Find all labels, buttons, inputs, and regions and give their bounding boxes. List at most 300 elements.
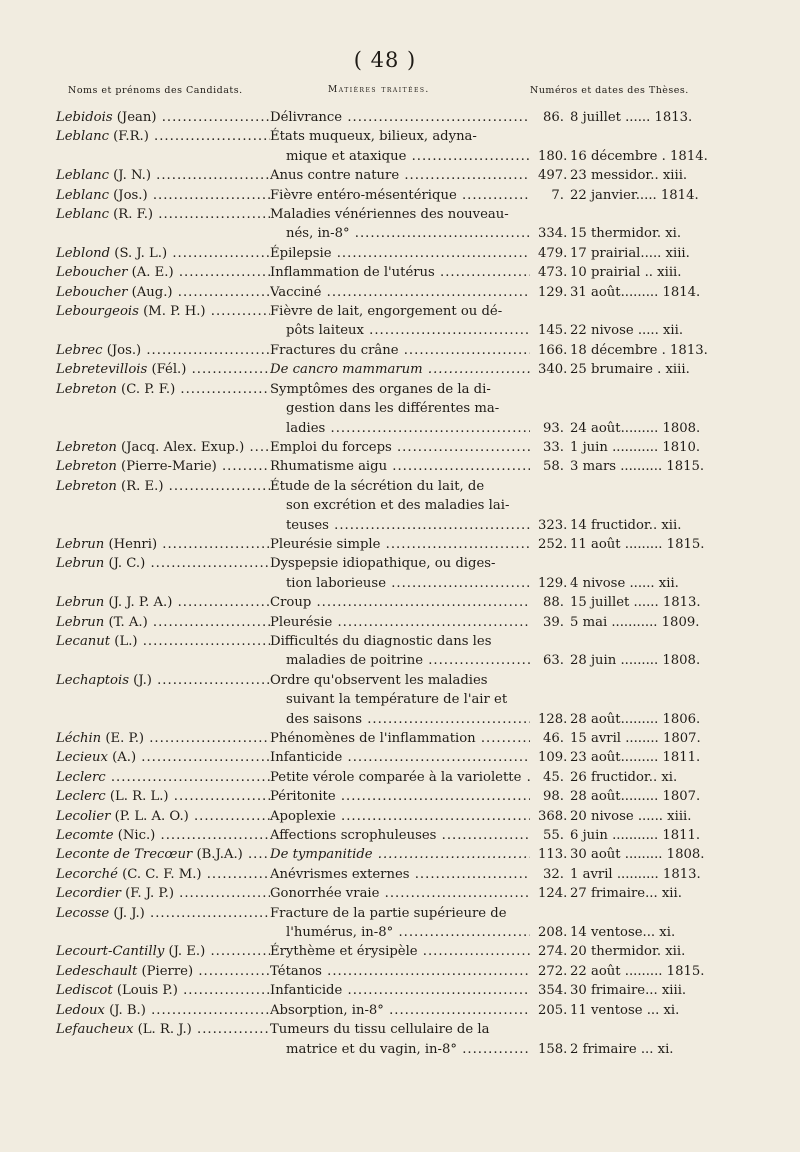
candidate-given-names: (M. P. H.) .....	[139, 304, 270, 319]
candidate-surname: Ledeschault	[56, 963, 138, 979]
candidate-surname: Leconte de Trecœur	[56, 847, 193, 863]
subject-line: son excrétion et des maladies lai-	[286, 498, 510, 514]
candidate-name	[0, 263, 270, 282]
thesis-entry	[0, 1001, 800, 1020]
subject-line: Étude de la sécrétion du lait, de	[270, 478, 485, 494]
candidate-surname: Lecordier	[56, 886, 121, 902]
candidate-name	[0, 360, 270, 379]
thesis-date: 16 décembre . 1814.	[570, 148, 708, 164]
candidate-given-names: (Louis P.) .....	[113, 983, 270, 998]
thesis-subject	[270, 244, 538, 263]
thesis-number: 45.	[543, 769, 564, 785]
thesis-number: 334.	[538, 226, 568, 242]
subject-line: Gonorrhée vraie .....	[270, 884, 530, 903]
subject-line: gestion dans les différentes ma-	[286, 401, 500, 417]
candidate-given-names: (Henri) .....	[104, 537, 270, 552]
subject-line: Maladies vénériennes des nouveau-	[270, 207, 509, 223]
subject-line: ladies .....	[270, 419, 530, 438]
thesis-number: 63.	[543, 653, 564, 669]
candidate-surname: Leblanc	[56, 207, 109, 223]
candidate-given-names: (Pierre-Marie) .....	[117, 459, 270, 474]
thesis-date: 22 nivose ..... xii.	[570, 323, 684, 339]
candidate-name	[0, 613, 270, 632]
candidate-surname: Lebidois	[56, 110, 113, 125]
thesis-entry	[0, 787, 800, 806]
subject-line: Phénomènes de l'inflammation .....	[270, 729, 530, 748]
thesis-subject	[270, 671, 538, 729]
thesis-date: 15 avril ........ 1807.	[570, 731, 701, 746]
subject-line: Fièvre de lait, engorgement ou dé-	[270, 304, 503, 320]
thesis-entry	[0, 554, 800, 593]
thesis-entry	[0, 826, 800, 845]
subject-line: Fracture de la partie supérieure de	[270, 905, 507, 921]
candidate-name	[0, 1020, 270, 1039]
subject-line: Péritonite .....	[270, 787, 530, 806]
candidate-given-names: (J.) .....	[129, 673, 270, 688]
candidate-given-names: (Jos.) .....	[103, 343, 271, 358]
thesis-subject	[270, 962, 538, 981]
candidate-name	[0, 108, 270, 127]
thesis-number: 340.	[538, 362, 568, 378]
thesis-entry	[0, 477, 800, 535]
header-names: Noms et prénoms des Candidats.	[68, 85, 243, 96]
thesis-entry	[0, 283, 800, 302]
thesis-date: 3 mars .......... 1815.	[570, 459, 705, 475]
thesis-subject	[270, 535, 538, 554]
subject-line: Tumeurs du tissu cellulaire de la	[270, 1022, 490, 1038]
thesis-number: 55.	[543, 828, 564, 844]
subject-line: Dyspepsie idiopathique, ou diges-	[270, 556, 496, 572]
thesis-number: 33.	[543, 439, 564, 455]
thesis-number: 128.	[538, 711, 568, 727]
subject-line: Anévrismes externes .....	[270, 865, 530, 884]
subject-line: Fractures du crâne .....	[270, 341, 530, 360]
thesis-number: 58.	[543, 459, 564, 475]
thesis-subject	[270, 302, 538, 341]
thesis-entry	[0, 1020, 800, 1059]
candidate-name	[0, 748, 270, 767]
thesis-date: 26 fructidor.. xi.	[570, 769, 678, 785]
thesis-number: 354.	[538, 983, 568, 999]
thesis-subject	[270, 807, 538, 826]
thesis-entry	[0, 807, 800, 826]
subject-line: Ordre qu'observent les maladies	[270, 672, 488, 688]
thesis-subject	[270, 768, 538, 787]
candidate-given-names: (J. E.) .....	[164, 944, 270, 959]
candidate-given-names: (T. A.) .....	[104, 615, 270, 630]
candidate-name	[0, 1001, 270, 1020]
candidate-surname: Leblanc	[56, 168, 109, 184]
thesis-date: 28 août......... 1806.	[570, 711, 701, 727]
candidate-given-names: (P. L. A. O.) .....	[110, 809, 270, 824]
thesis-entry	[0, 884, 800, 903]
subject-line: mique et ataxique .....	[270, 147, 530, 166]
candidate-given-names: (C. P. F.) .....	[117, 382, 270, 397]
subject-line: Infanticide .....	[270, 981, 530, 1000]
thesis-date: 6 juin ........... 1811.	[570, 828, 701, 844]
thesis-date: 15 juillet ...... 1813.	[570, 595, 701, 611]
subject-line: Symptômes des organes de la di-	[270, 381, 491, 397]
thesis-entry	[0, 593, 800, 612]
thesis-date: 24 août......... 1808.	[570, 420, 701, 436]
subject-line: Emploi du forceps .....	[270, 438, 530, 457]
candidate-surname: Leboucher	[56, 284, 128, 300]
thesis-number: 98.	[543, 789, 564, 805]
thesis-subject	[270, 341, 538, 360]
thesis-date: 5 mai ........... 1809.	[570, 614, 700, 630]
thesis-entry	[0, 981, 800, 1000]
subject-line: Croup .....	[270, 593, 530, 612]
candidate-given-names: (E. P.) .....	[101, 731, 270, 746]
thesis-entry	[0, 457, 800, 476]
subject-line: l'humérus, in-8° .....	[270, 923, 530, 942]
thesis-subject	[270, 865, 538, 884]
candidate-name	[0, 302, 270, 321]
thesis-date: 28 août......... 1807.	[570, 789, 701, 805]
candidate-name	[0, 477, 270, 496]
candidate-name	[0, 457, 270, 476]
candidate-given-names: (L. R. L.) .....	[106, 789, 270, 804]
thesis-number: 158.	[538, 1041, 568, 1057]
candidate-name	[0, 186, 270, 205]
candidate-given-names: (J. C.) .....	[104, 556, 270, 571]
thesis-number: 32.	[543, 866, 564, 882]
candidate-given-names: (Pierre) .....	[137, 964, 270, 979]
candidate-given-names: (B.J.A.) .....	[192, 847, 270, 862]
candidate-name	[0, 205, 270, 224]
thesis-entry	[0, 205, 800, 244]
candidate-name	[0, 768, 270, 787]
thesis-subject	[270, 729, 538, 748]
subject-line: teuses .....	[270, 516, 530, 535]
thesis-number: 145.	[538, 323, 568, 339]
thesis-date: 14 ventose... xi.	[570, 925, 676, 941]
thesis-date: 20 nivose ...... xiii.	[570, 808, 692, 824]
thesis-date: 2 frimaire ... xi.	[570, 1041, 674, 1057]
thesis-number: 46.	[543, 731, 564, 746]
candidate-surname: Lecieux	[56, 750, 108, 766]
thesis-number: 88.	[543, 595, 564, 611]
candidate-surname: Lebrun	[56, 536, 105, 552]
thesis-entry	[0, 263, 800, 282]
thesis-number: 166.	[538, 342, 568, 358]
candidate-given-names: (L.) .....	[110, 634, 270, 649]
subject-line: Anus contre nature .....	[270, 166, 530, 185]
thesis-date: 17 prairial..... xiii.	[570, 245, 690, 261]
thesis-entry	[0, 127, 800, 166]
thesis-entry	[0, 186, 800, 205]
candidate-surname: Leboucher	[56, 265, 128, 281]
candidate-given-names	[106, 770, 270, 785]
candidate-surname: Lefaucheux	[56, 1022, 134, 1038]
thesis-subject	[270, 457, 538, 476]
candidate-given-names: (A.) .....	[108, 750, 270, 765]
candidate-name	[0, 554, 270, 573]
subject-line: Épilepsie .....	[270, 244, 530, 263]
candidate-name	[0, 729, 270, 748]
thesis-number: 113.	[538, 847, 568, 863]
thesis-entry	[0, 632, 800, 671]
thesis-number: 129.	[538, 575, 568, 591]
subject-line: Absorption, in-8° .....	[270, 1001, 530, 1020]
candidate-surname: Lebrun	[56, 556, 105, 572]
thesis-date: 25 brumaire . xiii.	[570, 362, 690, 378]
thesis-subject	[270, 186, 538, 205]
thesis-entry	[0, 748, 800, 767]
candidate-surname: Leblond	[56, 245, 111, 261]
thesis-list	[0, 108, 800, 1059]
candidate-name	[0, 904, 270, 923]
thesis-number: 93.	[543, 420, 564, 436]
candidate-surname: Lebrec	[56, 342, 103, 358]
header-numbers: Numéros et dates des Thèses.	[530, 85, 689, 96]
candidate-name	[0, 942, 270, 961]
candidate-surname: Lecomte	[56, 828, 114, 844]
thesis-subject	[270, 748, 538, 767]
candidate-given-names: (J. N.) .....	[109, 168, 270, 183]
thesis-subject	[270, 1001, 538, 1020]
thesis-number: 208.	[538, 925, 568, 941]
thesis-entry	[0, 613, 800, 632]
candidate-name	[0, 884, 270, 903]
candidate-given-names: (Fél.) .....	[147, 362, 270, 377]
thesis-entry	[0, 438, 800, 457]
candidate-surname: Lecanut	[56, 633, 111, 649]
candidate-surname: Leclerc	[56, 769, 106, 785]
candidate-given-names: (J. J. P. A.) .....	[104, 595, 270, 610]
thesis-date: 23 août......... 1811.	[570, 750, 701, 766]
candidate-surname: Lebrun	[56, 614, 105, 630]
thesis-entry	[0, 729, 800, 748]
candidate-name	[0, 981, 270, 1000]
thesis-date: 20 thermidor. xii.	[570, 944, 686, 960]
subject-line: maladies de poitrine .....	[270, 651, 530, 670]
thesis-date: 18 décembre . 1813.	[570, 342, 708, 358]
candidate-name	[0, 826, 270, 845]
thesis-date: 11 août ......... 1815.	[570, 536, 705, 552]
thesis-date: 22 août ......... 1815.	[570, 963, 705, 979]
subject-line: Infanticide .....	[270, 748, 530, 767]
thesis-date: 1 juin ........... 1810.	[570, 439, 701, 455]
thesis-date: 15 thermidor. xi.	[570, 226, 682, 242]
subject-line: des saisons .....	[270, 710, 530, 729]
thesis-entry	[0, 535, 800, 554]
candidate-given-names: (Jos.) .....	[109, 188, 270, 203]
subject-line: Vacciné .....	[270, 283, 530, 302]
subject-line: matrice et du vagin, in-8° .....	[270, 1040, 530, 1059]
thesis-entry	[0, 341, 800, 360]
thesis-number: 479.	[538, 245, 568, 261]
candidate-surname: Lebourgeois	[56, 304, 139, 320]
thesis-subject	[270, 613, 538, 632]
thesis-entry	[0, 768, 800, 787]
candidate-name	[0, 632, 270, 651]
thesis-date: 30 frimaire... xiii.	[570, 983, 687, 999]
candidate-name	[0, 244, 270, 263]
candidate-given-names: (L. R. J.) .....	[133, 1022, 270, 1037]
thesis-entry	[0, 904, 800, 943]
candidate-name	[0, 787, 270, 806]
thesis-entry	[0, 865, 800, 884]
thesis-subject	[270, 845, 538, 864]
candidate-given-names: (Aug.) .....	[127, 285, 270, 300]
thesis-number: 272.	[538, 963, 568, 979]
thesis-subject	[270, 166, 538, 185]
candidate-surname: Leblanc	[56, 187, 109, 203]
thesis-entry	[0, 962, 800, 981]
header-matters: Matières traitées.	[328, 85, 430, 95]
thesis-date: 22 janvier..... 1814.	[570, 187, 699, 203]
thesis-date: 23 messidor.. xiii.	[570, 168, 688, 184]
candidate-name	[0, 671, 270, 690]
subject-line: Difficultés du diagnostic dans les	[270, 633, 492, 649]
thesis-entry	[0, 244, 800, 263]
thesis-subject	[270, 787, 538, 806]
subject-line: De tympanitide .....	[270, 845, 530, 864]
subject-line: tion laborieuse .....	[270, 574, 530, 593]
thesis-date: 14 fructidor.. xii.	[570, 517, 682, 533]
thesis-date: 11 ventose ... xi.	[570, 1002, 680, 1018]
candidate-name	[0, 127, 270, 146]
candidate-given-names: (R. F.) .....	[109, 207, 270, 222]
candidate-given-names: (F. J. P.) .....	[121, 886, 270, 901]
thesis-number: 497.	[538, 168, 568, 184]
candidate-name	[0, 845, 270, 864]
thesis-date: 30 août ......... 1808.	[570, 847, 705, 863]
thesis-number: 368.	[538, 808, 568, 824]
thesis-number: 274.	[538, 944, 568, 960]
thesis-entry	[0, 108, 800, 127]
thesis-subject	[270, 380, 538, 438]
candidate-surname: Lebreton	[56, 439, 117, 455]
thesis-entry	[0, 360, 800, 379]
thesis-subject	[270, 1020, 538, 1059]
thesis-number: 86.	[543, 110, 564, 125]
thesis-subject	[270, 884, 538, 903]
candidate-given-names: (F.R.) .....	[109, 129, 270, 144]
subject-line: Fièvre entéro-mésentérique .....	[270, 186, 530, 205]
thesis-number: 473.	[538, 265, 568, 281]
subject-line: États muqueux, bilieux, adyna-	[270, 129, 477, 145]
thesis-entry	[0, 942, 800, 961]
thesis-subject	[270, 593, 538, 612]
page-number: ( 48 )	[353, 48, 417, 72]
thesis-number: 252.	[538, 536, 568, 552]
thesis-number: 129.	[538, 284, 568, 300]
candidate-name	[0, 962, 270, 981]
subject-line: Affections scrophuleuses .....	[270, 826, 530, 845]
candidate-name	[0, 341, 270, 360]
candidate-given-names: (Jean) .....	[113, 110, 270, 125]
candidate-given-names: (R. E.) .....	[117, 479, 270, 494]
thesis-subject	[270, 632, 538, 671]
thesis-subject	[270, 981, 538, 1000]
subject-line: De cancro mammarum .....	[270, 360, 530, 379]
candidate-surname: Lebreton	[56, 381, 117, 397]
candidate-surname: Lecorché	[56, 866, 118, 882]
candidate-given-names: (J. B.) .....	[105, 1003, 270, 1018]
thesis-number: 323.	[538, 517, 568, 533]
candidate-name	[0, 283, 270, 302]
candidate-surname: Lediscot	[56, 983, 113, 999]
thesis-entry	[0, 845, 800, 864]
thesis-entry	[0, 380, 800, 438]
candidate-name	[0, 438, 270, 457]
thesis-subject	[270, 554, 538, 593]
candidate-given-names: (S. J. L.) .....	[110, 246, 270, 261]
subject-line: Tétanos .....	[270, 962, 530, 981]
thesis-entry	[0, 166, 800, 185]
subject-line: Rhumatisme aigu .....	[270, 457, 530, 476]
subject-line: Délivrance .....	[270, 108, 530, 127]
subject-line: pôts laiteux .....	[270, 321, 530, 340]
subject-line: suivant la température de l'air et	[286, 692, 508, 708]
candidate-surname: Lebrun	[56, 595, 105, 611]
thesis-subject	[270, 283, 538, 302]
thesis-subject	[270, 826, 538, 845]
thesis-number: 180.	[538, 148, 568, 164]
thesis-date: 28 juin ......... 1808.	[570, 653, 701, 669]
candidate-surname: Léchin	[56, 731, 102, 746]
subject-line: Pleurésie .....	[270, 613, 530, 632]
thesis-number: 39.	[543, 614, 564, 630]
candidate-surname: Lecolier	[56, 808, 111, 824]
candidate-surname: Ledoux	[56, 1002, 105, 1018]
thesis-subject	[270, 477, 538, 535]
thesis-date: 1 avril .......... 1813.	[570, 866, 701, 882]
candidate-surname: Lebreton	[56, 459, 117, 475]
candidate-surname: Lecourt-Cantilly	[56, 944, 165, 960]
thesis-entry	[0, 671, 800, 729]
candidate-name	[0, 380, 270, 399]
candidate-given-names: (A. E.) .....	[127, 265, 270, 280]
thesis-subject	[270, 904, 538, 943]
thesis-subject	[270, 438, 538, 457]
candidate-surname: Leblanc	[56, 129, 109, 145]
thesis-date: 27 frimaire... xii.	[570, 886, 682, 902]
candidate-given-names: (J. J.) .....	[109, 906, 270, 921]
thesis-date: 10 prairial .. xiii.	[570, 265, 682, 281]
candidate-given-names: (C. C. F. M.) .....	[118, 867, 270, 882]
thesis-number: 124.	[538, 886, 568, 902]
subject-line: Érythème et érysipèle .....	[270, 942, 530, 961]
thesis-date: 31 août......... 1814.	[570, 284, 701, 300]
candidate-name	[0, 535, 270, 554]
thesis-number: 109.	[538, 750, 568, 766]
subject-line: Inflammation de l'utérus .....	[270, 263, 530, 282]
thesis-date: 4 nivose ...... xii.	[570, 575, 679, 591]
thesis-number: 7.	[551, 187, 564, 203]
candidate-surname: Leclerc	[56, 789, 106, 805]
thesis-entry	[0, 302, 800, 341]
thesis-subject	[270, 108, 538, 127]
thesis-subject	[270, 360, 538, 379]
candidate-given-names: (Jacq. Alex. Exup.) .....	[117, 440, 270, 455]
thesis-subject	[270, 263, 538, 282]
candidate-name	[0, 865, 270, 884]
thesis-date: 8 juillet ...... 1813.	[570, 110, 693, 125]
subject-line: Apoplexie .....	[270, 807, 530, 826]
candidate-name	[0, 593, 270, 612]
candidate-name	[0, 807, 270, 826]
candidate-surname: Lecosse	[56, 905, 110, 921]
thesis-subject	[270, 942, 538, 961]
thesis-subject	[270, 127, 538, 166]
subject-line: Petite vérole comparée à la variolette .....	[270, 768, 530, 787]
subject-line: nés, in-8° .....	[270, 224, 530, 243]
candidate-surname: Lebretevillois	[56, 362, 148, 378]
thesis-subject	[270, 205, 538, 244]
